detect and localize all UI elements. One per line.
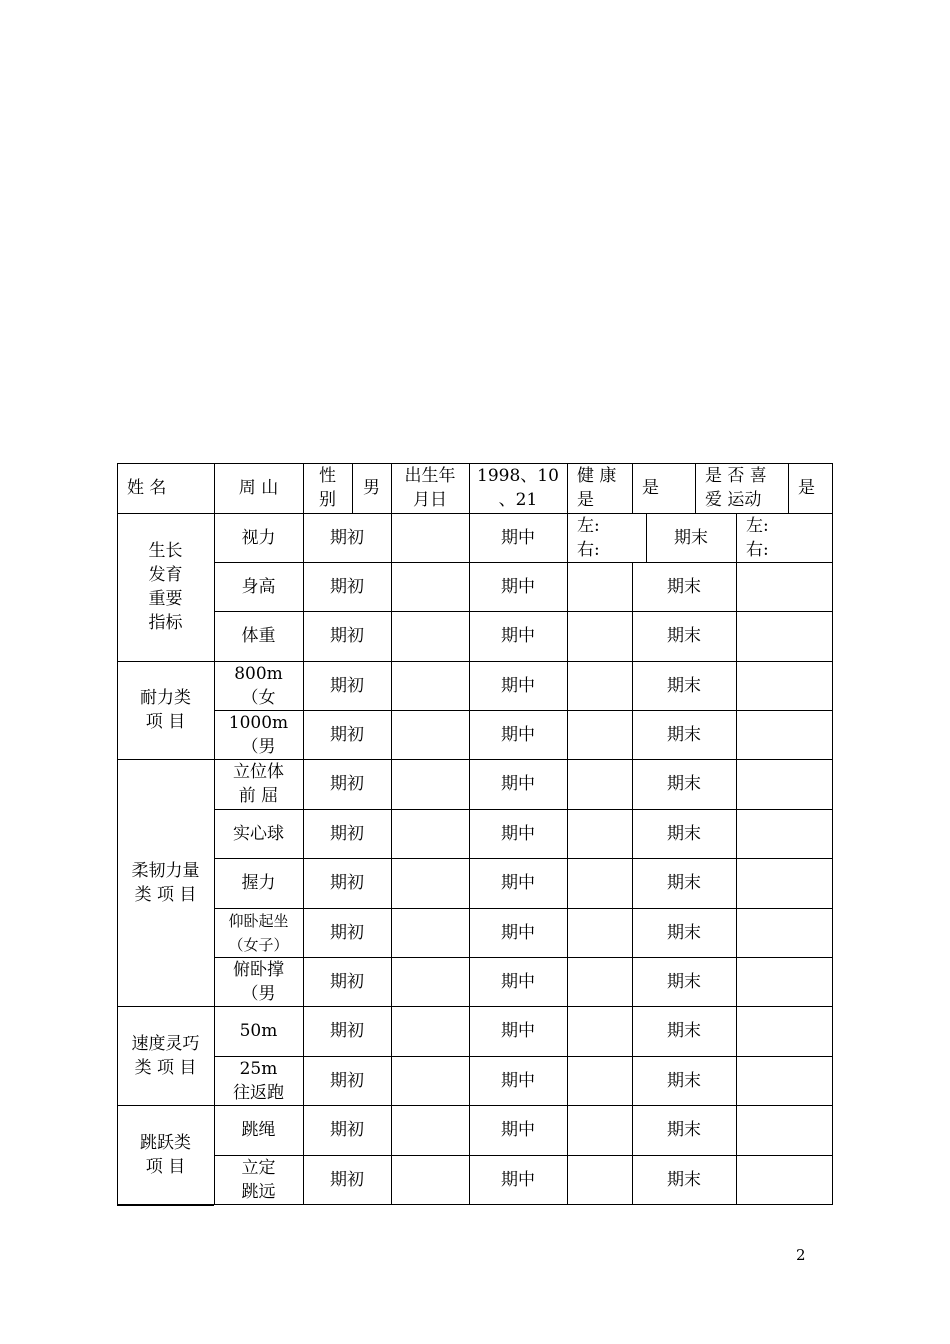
value-mid[interactable]	[567, 611, 632, 661]
birth-label: 出生年 月日	[404, 466, 456, 510]
cell-divider	[736, 611, 737, 661]
period-end-label: 期末	[667, 1170, 701, 1190]
cell-divider	[391, 957, 392, 1006]
cell-divider	[567, 809, 568, 858]
period-start-label: 期初	[330, 823, 364, 844]
period-end-label: 期末	[667, 1120, 701, 1140]
cell-divider	[736, 809, 737, 858]
item-label: 立位体 前 屈	[233, 762, 284, 806]
value-start[interactable]	[391, 1056, 469, 1105]
cell-divider	[632, 611, 633, 661]
period-mid-label: 期中	[501, 1021, 535, 1041]
birth-value[interactable]: 1998、10 、21	[477, 466, 559, 510]
cell-divider	[567, 759, 568, 809]
value-mid[interactable]	[567, 1155, 632, 1205]
cell-divider	[567, 1105, 568, 1155]
name-value[interactable]: 周 山	[238, 478, 279, 498]
cell-divider	[303, 611, 304, 661]
value-end[interactable]	[736, 908, 833, 957]
period-mid-label: 期中	[501, 971, 535, 992]
header-divider	[695, 463, 696, 513]
header-divider	[469, 463, 470, 513]
item-label: 握力	[241, 873, 276, 893]
value-start[interactable]	[391, 908, 469, 957]
header-divider	[788, 463, 789, 513]
cell-divider	[303, 1155, 304, 1205]
cell-divider	[469, 809, 470, 858]
cell-divider	[736, 1155, 737, 1205]
value-mid[interactable]	[567, 908, 632, 957]
cell-divider	[391, 1056, 392, 1105]
period-mid-label: 期中	[501, 823, 535, 844]
cell-divider	[632, 957, 633, 1006]
cell-divider	[567, 1056, 568, 1105]
health-value[interactable]: 是	[642, 478, 659, 498]
period-end-label: 期末	[667, 576, 701, 597]
value-start[interactable]	[391, 611, 469, 661]
period-start-label: 期初	[330, 922, 364, 943]
cell-divider	[632, 1155, 633, 1205]
header-divider	[303, 463, 304, 513]
period-mid-label: 期中	[501, 576, 535, 597]
period-start-label: 期初	[330, 527, 364, 548]
cell-divider	[646, 513, 647, 562]
cell-divider	[632, 562, 633, 611]
period-mid-label: 期中	[501, 626, 535, 646]
period-end-label: 期末	[667, 724, 701, 745]
period-start-label: 期初	[330, 724, 364, 745]
cell-divider	[469, 1056, 470, 1105]
item-label: 25m 往返跑	[233, 1058, 284, 1103]
sport-label: 是 否 喜 爱 运动	[705, 466, 767, 510]
value-mid[interactable]	[567, 1105, 632, 1155]
cell-divider	[567, 957, 568, 1006]
cell-divider	[391, 858, 392, 908]
sport-value[interactable]: 是	[798, 478, 815, 498]
item-label: 身高	[241, 576, 276, 597]
cell-divider	[736, 1056, 737, 1105]
cell-divider	[469, 710, 470, 759]
value-start[interactable]	[391, 957, 469, 1006]
value-start[interactable]	[391, 562, 469, 611]
period-end-label: 期末	[674, 527, 708, 548]
gender-label: 性 别	[319, 466, 336, 510]
item-label: 立定 跳远	[241, 1158, 276, 1202]
cell-divider	[736, 908, 737, 957]
header-divider	[567, 463, 568, 513]
cell-divider	[469, 1006, 470, 1056]
period-end-label: 期末	[667, 823, 701, 844]
cell-divider	[303, 908, 304, 957]
period-start-label: 期初	[330, 1021, 364, 1041]
cell-divider	[469, 858, 470, 908]
value-start[interactable]	[391, 661, 469, 710]
cell-divider	[391, 1105, 392, 1155]
cell-divider	[391, 562, 392, 611]
value-end[interactable]	[736, 1155, 833, 1205]
cell-divider	[469, 611, 470, 661]
group-label: 柔韧力量 类 项 目	[131, 860, 200, 905]
value-start[interactable]	[391, 1105, 469, 1155]
cell-divider	[567, 611, 568, 661]
cell-divider	[567, 710, 568, 759]
period-end-label: 期末	[667, 873, 701, 893]
value-start[interactable]	[391, 1155, 469, 1205]
cell-divider	[736, 858, 737, 908]
group-label: 跳跃类 项 目	[140, 1133, 191, 1177]
cell-divider	[632, 809, 633, 858]
value-start[interactable]	[391, 1006, 469, 1056]
cell-divider	[736, 710, 737, 759]
period-start-label: 期初	[330, 1120, 364, 1140]
cell-divider	[303, 858, 304, 908]
cell-divider	[469, 908, 470, 957]
cell-divider	[391, 759, 392, 809]
value-end[interactable]	[736, 661, 833, 710]
period-end-label: 期末	[667, 774, 701, 794]
cell-divider	[632, 661, 633, 710]
item-label: 视力	[241, 527, 276, 548]
cell-divider	[632, 908, 633, 957]
value-end[interactable]	[736, 1105, 833, 1155]
health-label: 健 康 是	[577, 466, 617, 510]
period-start-label: 期初	[330, 1170, 364, 1190]
cell-divider	[469, 562, 470, 611]
period-start-label: 期初	[330, 675, 364, 696]
value-start[interactable]	[391, 809, 469, 858]
cell-divider	[632, 1006, 633, 1056]
item-label: 跳绳	[241, 1120, 276, 1140]
cell-divider	[303, 710, 304, 759]
period-start-label: 期初	[330, 971, 364, 992]
item-label: 1000m （男	[228, 712, 289, 757]
cell-divider	[567, 1155, 568, 1205]
name-label: 姓 名	[127, 478, 167, 498]
cell-divider	[303, 562, 304, 611]
value-end[interactable]	[736, 809, 833, 858]
value-start[interactable]	[391, 710, 469, 759]
cell-divider	[736, 957, 737, 1006]
period-start-label: 期初	[330, 774, 364, 794]
period-mid-label: 期中	[501, 1120, 535, 1140]
vision-start-eyes[interactable]: 左: 右:	[577, 515, 600, 560]
period-end-label: 期末	[667, 626, 701, 646]
group-label: 耐力类 项 目	[140, 688, 191, 732]
value-start[interactable]	[391, 759, 469, 809]
cell-divider	[632, 1056, 633, 1105]
value-mid[interactable]	[567, 1006, 632, 1056]
value-mid[interactable]	[567, 858, 632, 908]
header-divider	[391, 463, 392, 513]
group-divider	[117, 1205, 214, 1206]
item-label: 50m	[239, 1021, 278, 1041]
cell-divider	[632, 710, 633, 759]
cell-divider	[567, 661, 568, 710]
value-mid[interactable]	[567, 562, 632, 611]
period-end-label: 期末	[667, 1021, 701, 1041]
cell-divider	[736, 759, 737, 809]
period-end-label: 期末	[667, 922, 701, 943]
cell-divider	[303, 1105, 304, 1155]
group-label: 生长 发育 重要 指标	[148, 541, 183, 633]
period-mid-label: 期中	[501, 873, 535, 893]
cell-divider	[303, 661, 304, 710]
value-end[interactable]	[736, 858, 833, 908]
cell-divider	[303, 1056, 304, 1105]
value-start[interactable]	[391, 513, 469, 562]
cell-divider	[736, 1105, 737, 1155]
group-label: 速度灵巧 类 项 目	[131, 1033, 200, 1078]
value-mid[interactable]	[567, 957, 632, 1006]
cell-divider	[567, 513, 568, 562]
period-mid-label: 期中	[501, 527, 535, 548]
cell-divider	[567, 1006, 568, 1056]
cell-divider	[469, 957, 470, 1006]
cell-divider	[736, 562, 737, 611]
cell-divider	[632, 1105, 633, 1155]
period-start-label: 期初	[330, 576, 364, 597]
cell-divider	[391, 809, 392, 858]
cell-divider	[391, 1006, 392, 1056]
value-end[interactable]	[736, 710, 833, 759]
vision-end-eyes[interactable]: 左: 右:	[746, 515, 769, 560]
value-end[interactable]	[736, 957, 833, 1006]
cell-divider	[469, 661, 470, 710]
period-start-label: 期初	[330, 626, 364, 646]
gender-value[interactable]: 男	[363, 478, 380, 498]
header-divider	[214, 463, 215, 513]
period-start-label: 期初	[330, 873, 364, 893]
item-label: 实心球	[233, 823, 284, 844]
value-start[interactable]	[391, 858, 469, 908]
cell-divider	[567, 858, 568, 908]
period-mid-label: 期中	[501, 922, 535, 943]
period-mid-label: 期中	[501, 724, 535, 745]
value-mid[interactable]	[567, 661, 632, 710]
cell-divider	[736, 661, 737, 710]
cell-divider	[391, 611, 392, 661]
cell-divider	[736, 1006, 737, 1056]
cell-divider	[736, 513, 737, 562]
page-number: 2	[796, 1246, 806, 1264]
period-end-label: 期末	[667, 1070, 701, 1091]
item-label: 仰卧起坐 （女子）	[228, 911, 289, 954]
cell-divider	[632, 759, 633, 809]
period-mid-label: 期中	[501, 1070, 535, 1091]
period-end-label: 期末	[667, 675, 701, 696]
cell-divider	[632, 858, 633, 908]
value-end[interactable]	[736, 1056, 833, 1105]
cell-divider	[303, 759, 304, 809]
item-label: 800m （女	[234, 663, 283, 708]
cell-divider	[303, 957, 304, 1006]
value-mid[interactable]	[567, 710, 632, 759]
cell-divider	[391, 908, 392, 957]
period-mid-label: 期中	[501, 1170, 535, 1190]
period-mid-label: 期中	[501, 774, 535, 794]
value-end[interactable]	[736, 1006, 833, 1056]
period-end-label: 期末	[667, 971, 701, 992]
period-mid-label: 期中	[501, 675, 535, 696]
header-divider	[632, 463, 633, 513]
value-end[interactable]	[736, 562, 833, 611]
item-label: 俯卧撑 （男	[233, 959, 284, 1004]
value-end[interactable]	[736, 759, 833, 809]
value-end[interactable]	[736, 611, 833, 661]
value-mid[interactable]	[567, 759, 632, 809]
cell-divider	[469, 1105, 470, 1155]
cell-divider	[567, 908, 568, 957]
cell-divider	[469, 759, 470, 809]
cell-divider	[391, 1155, 392, 1205]
cell-divider	[391, 513, 392, 562]
value-mid[interactable]	[567, 809, 632, 858]
value-mid[interactable]	[567, 1056, 632, 1105]
cell-divider	[469, 513, 470, 562]
cell-divider	[303, 1006, 304, 1056]
header-divider	[352, 463, 353, 513]
cell-divider	[567, 562, 568, 611]
cell-divider	[391, 661, 392, 710]
cell-divider	[303, 809, 304, 858]
cell-divider	[469, 1155, 470, 1205]
cell-divider	[391, 710, 392, 759]
period-start-label: 期初	[330, 1070, 364, 1091]
cell-divider	[303, 513, 304, 562]
item-label: 体重	[241, 626, 276, 646]
